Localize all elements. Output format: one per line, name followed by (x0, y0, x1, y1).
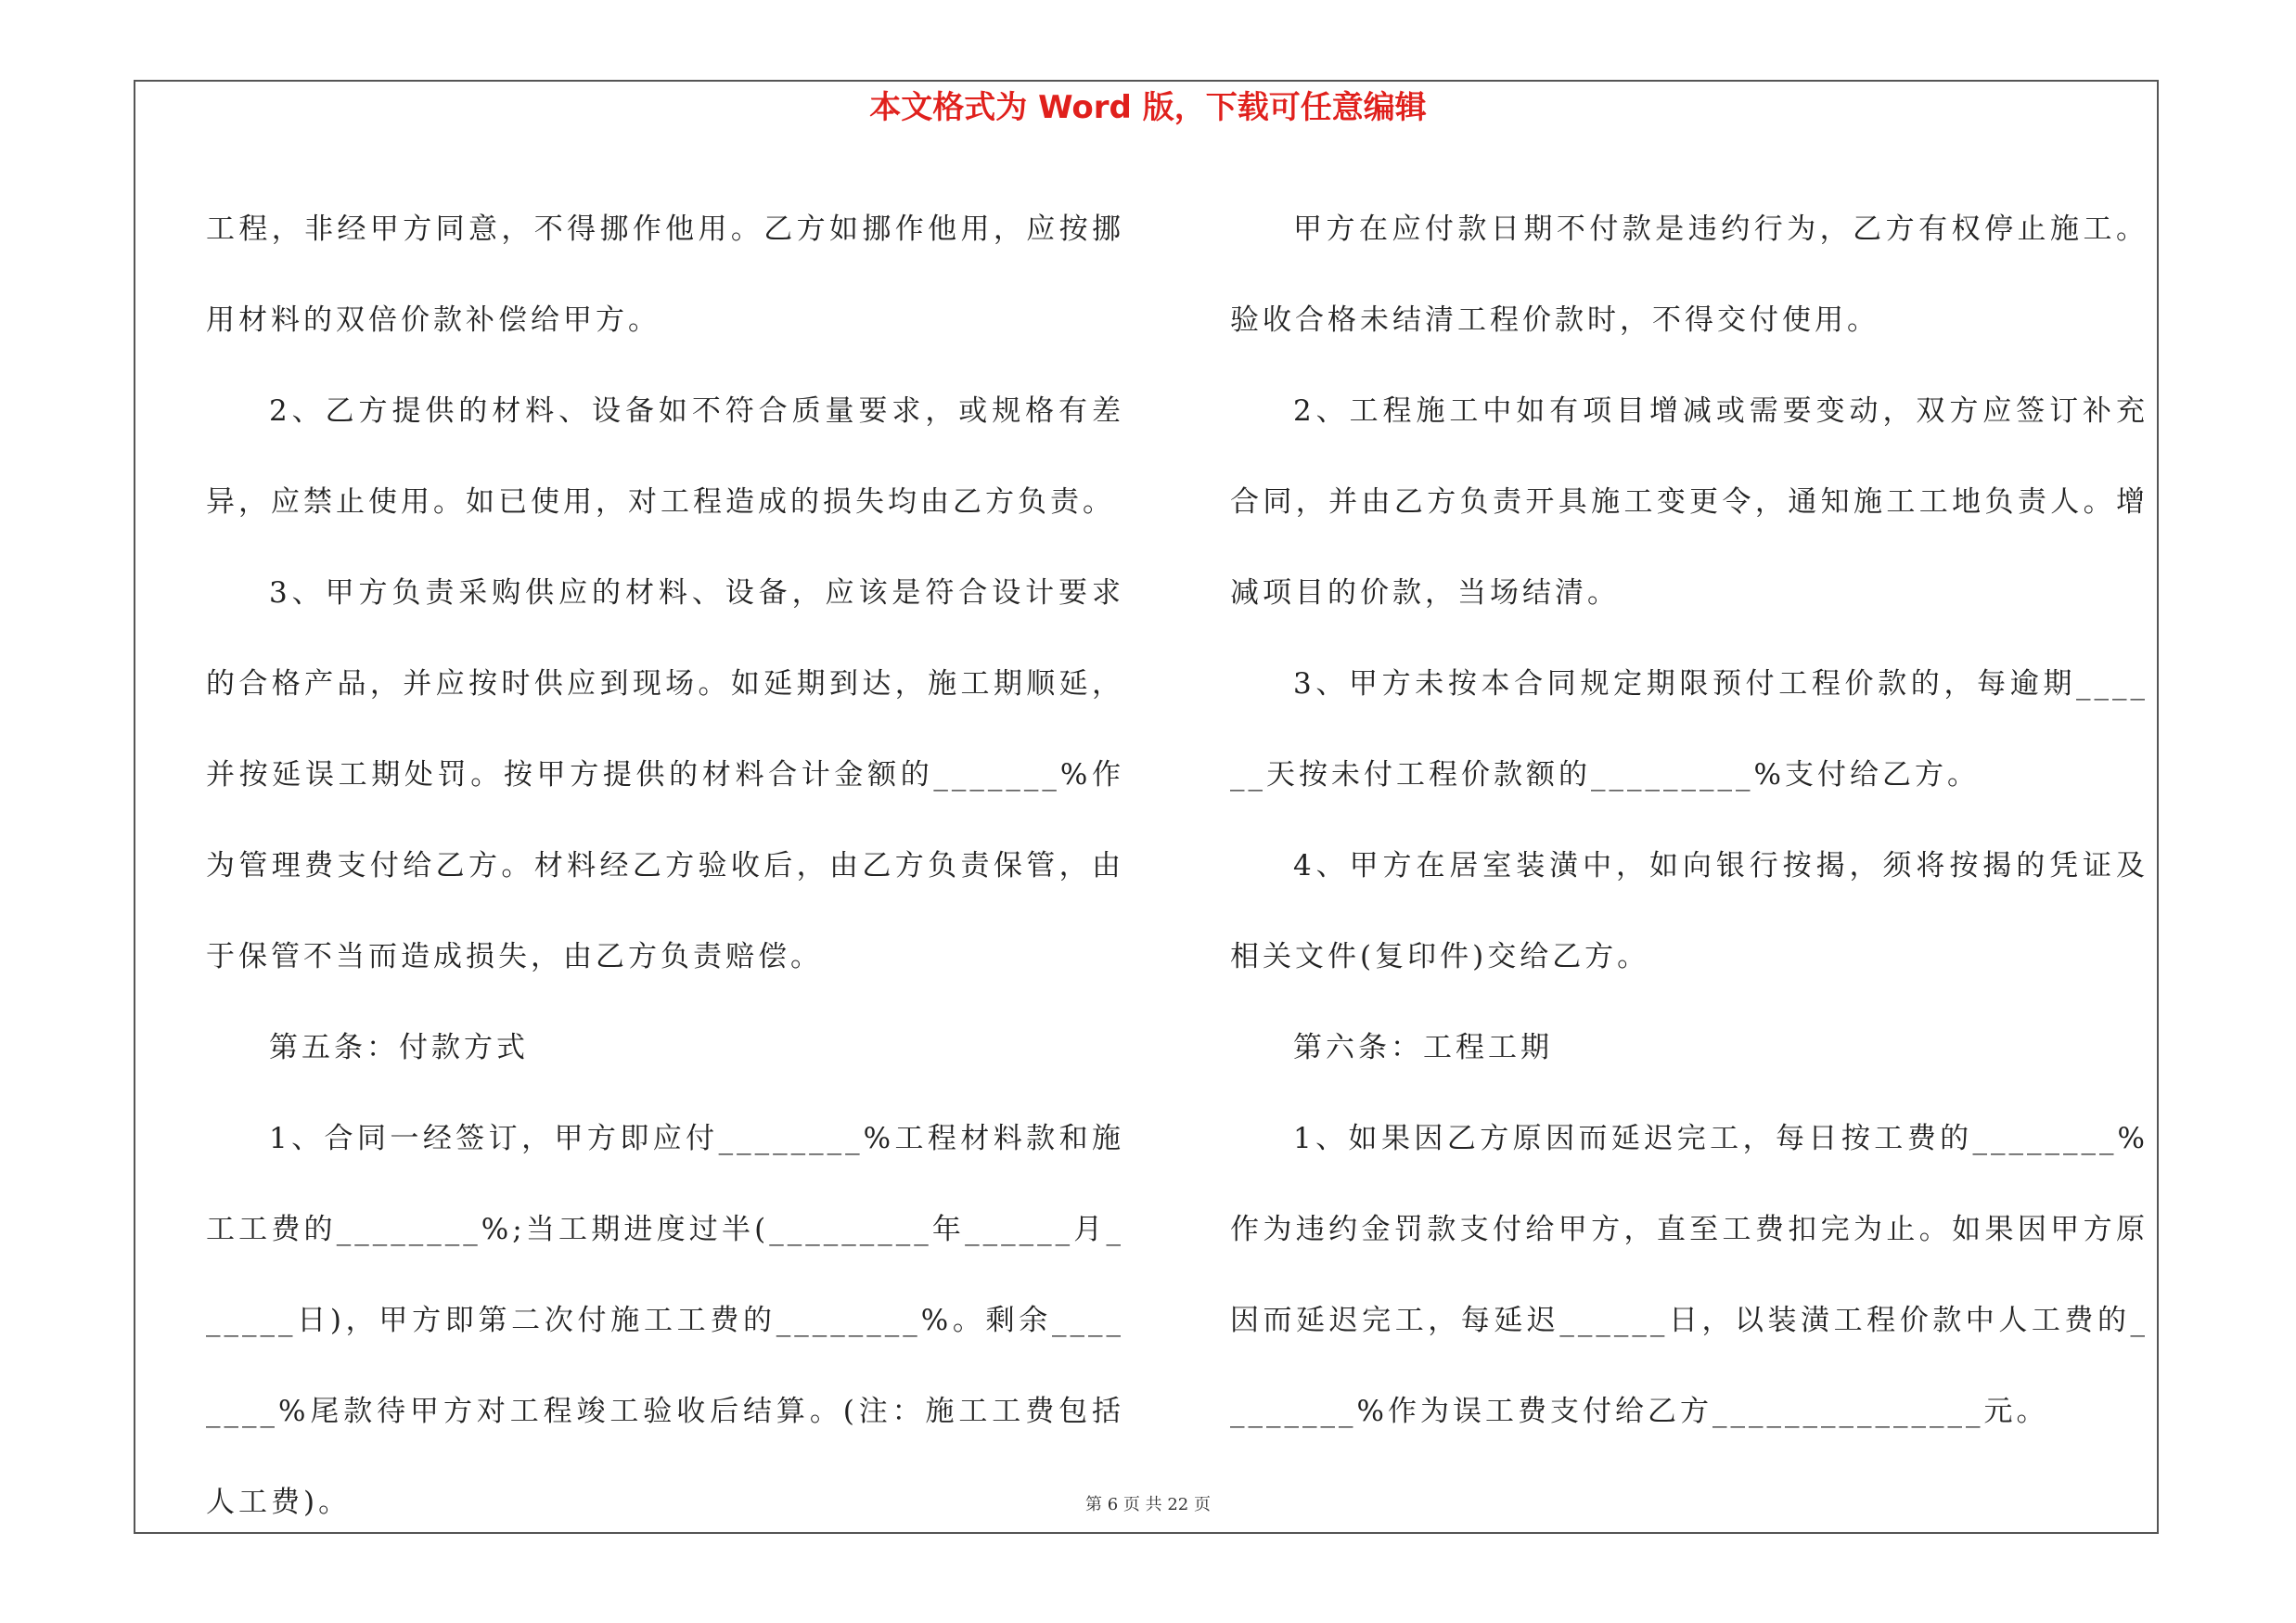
left-paragraph-1: 工程，非经甲方同意，不得挪作他用。乙方如挪作他用，应按挪用材料的双倍价款补偿给甲方。 (206, 213, 1124, 337)
right-paragraph-1: 甲方在应付款日期不付款是违约行为，乙方有权停止施工。验收合格未结清工程价款时，不得交付使用。 (1230, 213, 2148, 337)
section-heading-article-6: 第六条：工程工期 (1293, 1031, 1553, 1064)
left-paragraph-5: 1、合同一经签订，甲方即应付________%工程材料款和施工工费的________%;当工期进度过半(_________年______月______日)，甲方即第二次付施工工费的________%。剩余________%尾款待甲方对工程竣工验收后结算。(注：施工工费包括人工费)。 (206, 1122, 1124, 1519)
right-paragraph-6: 1、如果因乙方原因而延迟完工，每日按工费的________%作为违约金罚款支付给甲方，直至工费扣完为止。如果因甲方原因而延迟完工，每延迟______日，以装潢工程价款中人工费的________%作为误工费支付给乙方_______________元。 (1230, 1122, 2148, 1428)
right-paragraph-2: 2、工程施工中如有项目增减或需要变动，双方应签订补充合同，并由乙方负责开具施工变更令，通知施工工地负责人。增减项目的价款，当场结清。 (1230, 394, 2148, 610)
section-heading-article-5: 第五条：付款方式 (269, 1031, 529, 1064)
left-paragraph-2: 2、乙方提供的材料、设备如不符合质量要求，或规格有差异，应禁止使用。如已使用，对工程造成的损失均由乙方负责。 (206, 394, 1124, 519)
left-paragraph-3: 3、甲方负责采购供应的材料、设备，应该是符合设计要求的合格产品，并应按时供应到现场。如延期到达，施工期顺延，并按延误工期处罚。按甲方提供的材料合计金额的_______%作为管理费支付给乙方。材料经乙方验收后，由乙方负责保管，由于保管不当而造成损失，由乙方负责赔偿。 (206, 576, 1124, 973)
word-format-banner: 本文格式为 Word 版，下载可任意编辑 (869, 89, 1427, 126)
right-paragraph-4: 4、甲方在居室装潢中，如向银行按揭，须将按揭的凭证及相关文件(复印件)交给乙方。 (1230, 849, 2148, 973)
page-number-footer: 第 6 页 共 22 页 (1085, 1495, 1211, 1514)
right-column (1230, 184, 2148, 1457)
right-paragraph-3: 3、甲方未按本合同规定期限预付工程价款的，每逾期______天按未付工程价款额的_________%支付给乙方。 (1230, 667, 2148, 792)
left-column (206, 184, 1124, 1548)
